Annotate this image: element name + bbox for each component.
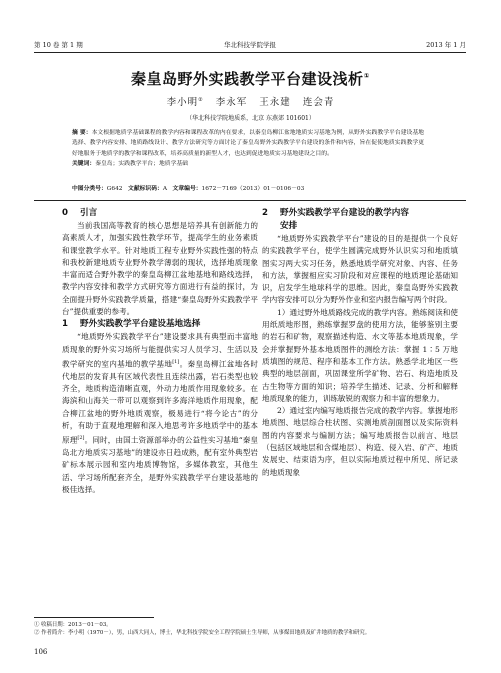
section-heading-0: 0 引言 [62, 208, 98, 218]
citation-1: [1] [172, 358, 180, 365]
footnote-author-bio: ② 作者简介：李小明（1970－），男，山西大同人，博士，华北科技学院安全工程学院硕士生导师，从事煤田地质及矿井地质的教学和研究。 [34, 630, 371, 637]
keywords-text: 秦皇岛；实践教学平台；地质学基础 [95, 161, 188, 168]
abstract-label: 摘 要： [72, 130, 92, 136]
section2-paragraph-2: 1）通过野外地质路线完成的教学内容。熟练阅读和使用纸质地形图，熟练掌握罗盘的使用方法，能够鉴别主要的岩石和矿物，观察描述构造、水文等基本地质现象，学会并掌握野外基本地质图件的测绘方法：掌握 1∶5 万地质填图的规范、程序和基本工作方法。熟悉学北地区一些典型的地层剖面，巩固课堂所学矿物、岩石、构造地质及古生物等方面的知识；培养学生描述、记录、分析和解释地质现象的能力，训练敏锐的观察力和丰富的想象力。 [262, 307, 458, 403]
abstract-rule [34, 200, 466, 201]
journal-date: 2013 年 1 月 [426, 41, 466, 49]
footnote-rule [34, 617, 154, 618]
footnote-received: ① 收稿日期：2013－01－03。 [34, 622, 112, 628]
section1-paragraph: “地质野外实践教学平台”建设要求具有典型而丰富地质现象的野外实习场所与能提供实习人员学习、生活以及教学研究的室内基地的教学基地[1]。秦皇岛柳江盆地各时代地层的发育具有区域代表性且连续出露，岩石类型也较齐全，地质构造清晰直观，外动力地质作用现象较多。在海滨和山海关一带可以观察到许多海洋地质作用现象，配合柳江盆地的野外地质观察，极易进行“将今论古”的分析，有助于直观地理解和深入地思考许多地质学中的基本原理[2]。同时，由国土资源部举办的公益性实习基地“秦皇岛北方地质实习基地”的建设亦日趋成熟，配有室外典型岩矿标本展示园和室内地质博物馆，多媒体教室，其他生活、学习场所配套齐全，是野外实践教学平台建设基地的极佳选择。 [62, 332, 259, 494]
abstract-text: 本文根据地质学基础课程的教学内容和课程改革的内在要求，以秦皇岛柳江盆地地质实习基地为例，从野外实践教学平台建设基地选择、教学内容安排、地质路线设计、教学方法研究等方面讨论了秦皇岛野外实践教学平台建设的条件和内容，旨在促使地质实践教学更好地服务于地质学的教学和课程改革，培养高质量的新型人才，也达到促进地质实习基地建设之目的。 [72, 130, 424, 157]
keywords-label: 关键词： [72, 161, 96, 168]
footnotes [34, 621, 466, 638]
author-list: 李小明② 李永军 王永建 连会青 [166, 96, 335, 108]
title-footnote-mark: ① [363, 72, 370, 80]
left-column [62, 207, 258, 496]
abstract [72, 128, 424, 170]
right-column [262, 207, 458, 479]
journal-name: 华北科技学院学报 [224, 41, 276, 49]
section2-paragraph-1: “地质野外实践教学平台”建设的目的是提供一个良好的实践教学平台，使学生圆满完成野外认识实习和地质填图实习两大实习任务，熟悉地质学研究对象、内容、任务和方法，掌握相应实习阶段和对应课程的地质理论基础知识，启发学生地球科学的思维。因此，秦皇岛野外实践教学内容安排可以分为野外作业和室内报告编写两个时段。 [262, 234, 458, 305]
classification-line: 中图分类号：G642 文献标识码：A 文章编号：1672－7169（2013）01－0106－03 [72, 186, 305, 192]
intro-paragraph: 当前我国高等教育的核心思想是培养具有创新能力的高素质人才，加强实践性教学环节，提高学生的业务素质和课堂教学水平。针对地质工程专业野外实践性强的特点和我校新建地质专业野外教学薄弱的现状，选择地质现象丰富而适合野外教学的秦皇岛柳江盆地基地和路线选择，教学内容安排和教学方式研究等方面进行有益的探讨，为全面提升野外实践教学质量，搭建“秦皇岛野外实践教学平台”提供重要的参考。 [62, 221, 258, 317]
running-header [34, 40, 466, 51]
section-heading-2: 2 野外实践教学平台建设的教学内容 安排 [262, 208, 409, 231]
paper-title: 秦皇岛野外实践教学平台建设浅析① [131, 70, 370, 88]
journal-issue: 第 10 卷 第 1 期 [34, 41, 83, 49]
affiliation: （华北科技学院地质系，北京 东燕郊 101601） [186, 115, 315, 122]
citation-2: [2] [77, 435, 85, 442]
page-number: 106 [34, 648, 48, 656]
section-heading-1: 1 野外实践教学平台建设基地选择 [62, 319, 201, 330]
header-rule [34, 52, 466, 53]
author-footnote-mark: ② [198, 96, 204, 103]
section2-paragraph-3: 2）通过室内编写地质报告完成的教学内容。掌握地形地质图、地层综合柱状图、实测地质剖面图以及实际资料图的内容要求与编制方法；编写地质报告以前言、地层（包括区域地层和含煤地层）、构造、侵入岩、矿产、地质发展史、结束语为序，但以实际地质过程中所见、所记录的地质现象 [262, 406, 458, 477]
